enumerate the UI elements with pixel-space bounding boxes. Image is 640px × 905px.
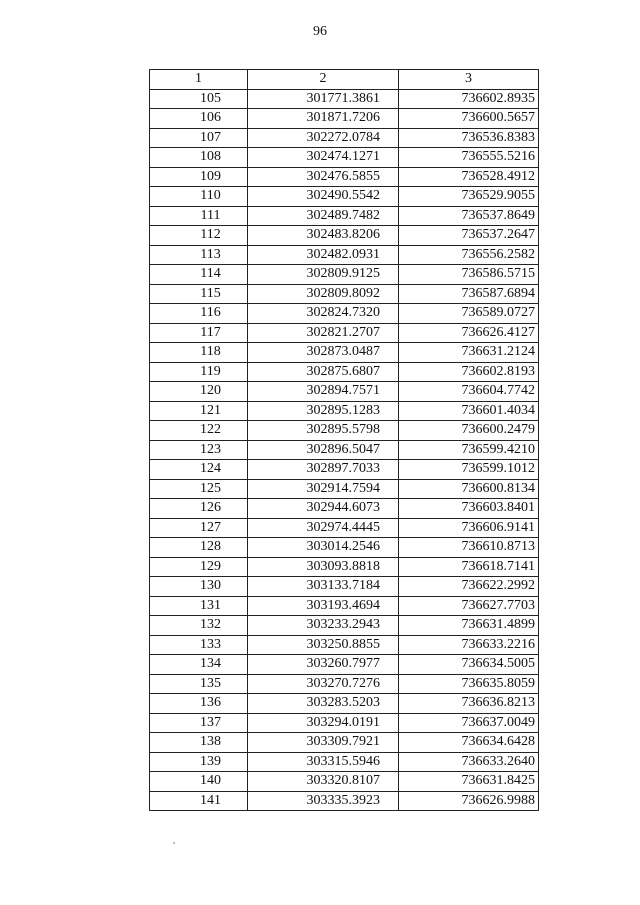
x-coordinate-cell: 303315.5946 [248, 752, 399, 772]
point-number-cell: 119 [150, 362, 248, 382]
table-row [150, 596, 539, 616]
y-coordinate-cell: 736529.9055 [399, 187, 539, 207]
point-number-cell: 111 [150, 206, 248, 226]
x-coordinate-cell: 303250.8855 [248, 635, 399, 655]
y-coordinate-cell: 736586.5715 [399, 265, 539, 285]
y-coordinate-cell: 736537.2647 [399, 226, 539, 246]
x-coordinate-cell: 303294.0191 [248, 713, 399, 733]
point-number-cell: 138 [150, 733, 248, 753]
y-coordinate-cell: 736536.8383 [399, 128, 539, 148]
point-number-cell: 118 [150, 343, 248, 363]
x-coordinate-cell: 303233.2943 [248, 616, 399, 636]
x-coordinate-cell: 302875.6807 [248, 362, 399, 382]
y-coordinate-cell: 736601.4034 [399, 401, 539, 421]
point-number-cell: 115 [150, 284, 248, 304]
point-number-cell: 130 [150, 577, 248, 597]
x-coordinate-cell: 302944.6073 [248, 499, 399, 519]
point-number-cell: 128 [150, 538, 248, 558]
y-coordinate-cell: 736622.2992 [399, 577, 539, 597]
y-coordinate-cell: 736634.5005 [399, 655, 539, 675]
y-coordinate-cell: 736600.2479 [399, 421, 539, 441]
table-body [150, 89, 539, 811]
table-row [150, 382, 539, 402]
point-number-cell: 131 [150, 596, 248, 616]
point-number-cell: 116 [150, 304, 248, 324]
y-coordinate-cell: 736599.1012 [399, 460, 539, 480]
y-coordinate-cell: 736602.8193 [399, 362, 539, 382]
point-number-cell: 134 [150, 655, 248, 675]
table-row [150, 713, 539, 733]
y-coordinate-cell: 736599.4210 [399, 440, 539, 460]
table-row [150, 440, 539, 460]
x-coordinate-cell: 302873.0487 [248, 343, 399, 363]
table-row [150, 245, 539, 265]
point-number-cell: 114 [150, 265, 248, 285]
table-row [150, 655, 539, 675]
y-coordinate-cell: 736587.6894 [399, 284, 539, 304]
y-coordinate-cell: 736634.6428 [399, 733, 539, 753]
point-number-cell: 107 [150, 128, 248, 148]
point-number-cell: 122 [150, 421, 248, 441]
y-coordinate-cell: 736602.8935 [399, 89, 539, 109]
point-number-cell: 121 [150, 401, 248, 421]
x-coordinate-cell: 302824.7320 [248, 304, 399, 324]
x-coordinate-cell: 302809.9125 [248, 265, 399, 285]
table-row [150, 284, 539, 304]
point-number-cell: 106 [150, 109, 248, 129]
x-coordinate-cell: 302809.8092 [248, 284, 399, 304]
y-coordinate-cell: 736556.2582 [399, 245, 539, 265]
y-coordinate-cell: 736633.2216 [399, 635, 539, 655]
x-coordinate-cell: 303270.7276 [248, 674, 399, 694]
x-coordinate-cell: 302489.7482 [248, 206, 399, 226]
table-row [150, 128, 539, 148]
table-row [150, 109, 539, 129]
table-row [150, 460, 539, 480]
x-coordinate-cell: 301771.3861 [248, 89, 399, 109]
point-number-cell: 125 [150, 479, 248, 499]
y-coordinate-cell: 736626.4127 [399, 323, 539, 343]
table-row [150, 226, 539, 246]
y-coordinate-cell: 736637.0049 [399, 713, 539, 733]
x-coordinate-cell: 301871.7206 [248, 109, 399, 129]
table-row [150, 343, 539, 363]
point-number-cell: 112 [150, 226, 248, 246]
point-number-cell: 136 [150, 694, 248, 714]
point-number-cell: 108 [150, 148, 248, 168]
table-row [150, 518, 539, 538]
table-header-row [150, 70, 539, 90]
x-coordinate-cell: 303093.8818 [248, 557, 399, 577]
x-coordinate-cell: 303309.7921 [248, 733, 399, 753]
x-coordinate-cell: 303014.2546 [248, 538, 399, 558]
point-number-cell: 129 [150, 557, 248, 577]
table-row [150, 577, 539, 597]
y-coordinate-cell: 736631.2124 [399, 343, 539, 363]
x-coordinate-cell: 302914.7594 [248, 479, 399, 499]
table-row [150, 733, 539, 753]
point-number-cell: 123 [150, 440, 248, 460]
y-coordinate-cell: 736635.8059 [399, 674, 539, 694]
x-coordinate-cell: 303260.7977 [248, 655, 399, 675]
y-coordinate-cell: 736528.4912 [399, 167, 539, 187]
point-number-cell: 110 [150, 187, 248, 207]
table-row [150, 401, 539, 421]
y-coordinate-cell: 736606.9141 [399, 518, 539, 538]
x-coordinate-cell: 302821.2707 [248, 323, 399, 343]
y-coordinate-cell: 736589.0727 [399, 304, 539, 324]
y-coordinate-cell: 736537.8649 [399, 206, 539, 226]
point-number-cell: 117 [150, 323, 248, 343]
table-row [150, 674, 539, 694]
table-row [150, 694, 539, 714]
table-row [150, 616, 539, 636]
point-number-cell: 135 [150, 674, 248, 694]
table-row [150, 479, 539, 499]
table-row [150, 362, 539, 382]
point-number-cell: 140 [150, 772, 248, 792]
x-coordinate-cell: 303283.5203 [248, 694, 399, 714]
point-number-cell: 137 [150, 713, 248, 733]
x-coordinate-cell: 302482.0931 [248, 245, 399, 265]
point-number-cell: 105 [150, 89, 248, 109]
x-coordinate-cell: 302474.1271 [248, 148, 399, 168]
table-row [150, 421, 539, 441]
x-coordinate-cell: 303335.3923 [248, 791, 399, 811]
table-row [150, 167, 539, 187]
x-coordinate-cell: 302483.8206 [248, 226, 399, 246]
table-row [150, 323, 539, 343]
table-row [150, 265, 539, 285]
point-number-cell: 133 [150, 635, 248, 655]
y-coordinate-cell: 736603.8401 [399, 499, 539, 519]
scan-speck [173, 842, 175, 844]
y-coordinate-cell: 736555.5216 [399, 148, 539, 168]
table-row [150, 206, 539, 226]
y-coordinate-cell: 736626.9988 [399, 791, 539, 811]
x-coordinate-cell: 303133.7184 [248, 577, 399, 597]
page-number: 96 [313, 24, 327, 39]
y-coordinate-cell: 736604.7742 [399, 382, 539, 402]
point-number-cell: 109 [150, 167, 248, 187]
table-row [150, 89, 539, 109]
point-number-cell: 126 [150, 499, 248, 519]
y-coordinate-cell: 736636.8213 [399, 694, 539, 714]
y-coordinate-cell: 736627.7703 [399, 596, 539, 616]
table-row [150, 772, 539, 792]
table-row [150, 499, 539, 519]
table-row [150, 557, 539, 577]
y-coordinate-cell: 736618.7141 [399, 557, 539, 577]
table-row [150, 752, 539, 772]
y-coordinate-cell: 736633.2640 [399, 752, 539, 772]
x-coordinate-cell: 302895.5798 [248, 421, 399, 441]
table-row [150, 791, 539, 811]
x-coordinate-cell: 302490.5542 [248, 187, 399, 207]
point-number-cell: 120 [150, 382, 248, 402]
x-coordinate-cell: 303193.4694 [248, 596, 399, 616]
point-number-cell: 139 [150, 752, 248, 772]
point-number-cell: 113 [150, 245, 248, 265]
x-coordinate-cell: 302896.5047 [248, 440, 399, 460]
column-header-3: 3 [399, 70, 539, 90]
x-coordinate-cell: 302974.4445 [248, 518, 399, 538]
y-coordinate-cell: 736600.5657 [399, 109, 539, 129]
x-coordinate-cell: 302897.7033 [248, 460, 399, 480]
y-coordinate-cell: 736610.8713 [399, 538, 539, 558]
point-number-cell: 127 [150, 518, 248, 538]
x-coordinate-cell: 302894.7571 [248, 382, 399, 402]
table-row [150, 187, 539, 207]
point-number-cell: 132 [150, 616, 248, 636]
x-coordinate-cell: 303320.8107 [248, 772, 399, 792]
y-coordinate-cell: 736631.4899 [399, 616, 539, 636]
y-coordinate-cell: 736600.8134 [399, 479, 539, 499]
point-number-cell: 141 [150, 791, 248, 811]
table-row [150, 148, 539, 168]
table-row [150, 304, 539, 324]
table-row [150, 538, 539, 558]
table-row [150, 635, 539, 655]
x-coordinate-cell: 302476.5855 [248, 167, 399, 187]
coordinates-table [149, 69, 539, 811]
column-header-1: 1 [150, 70, 248, 90]
y-coordinate-cell: 736631.8425 [399, 772, 539, 792]
column-header-2: 2 [248, 70, 399, 90]
x-coordinate-cell: 302895.1283 [248, 401, 399, 421]
x-coordinate-cell: 302272.0784 [248, 128, 399, 148]
point-number-cell: 124 [150, 460, 248, 480]
